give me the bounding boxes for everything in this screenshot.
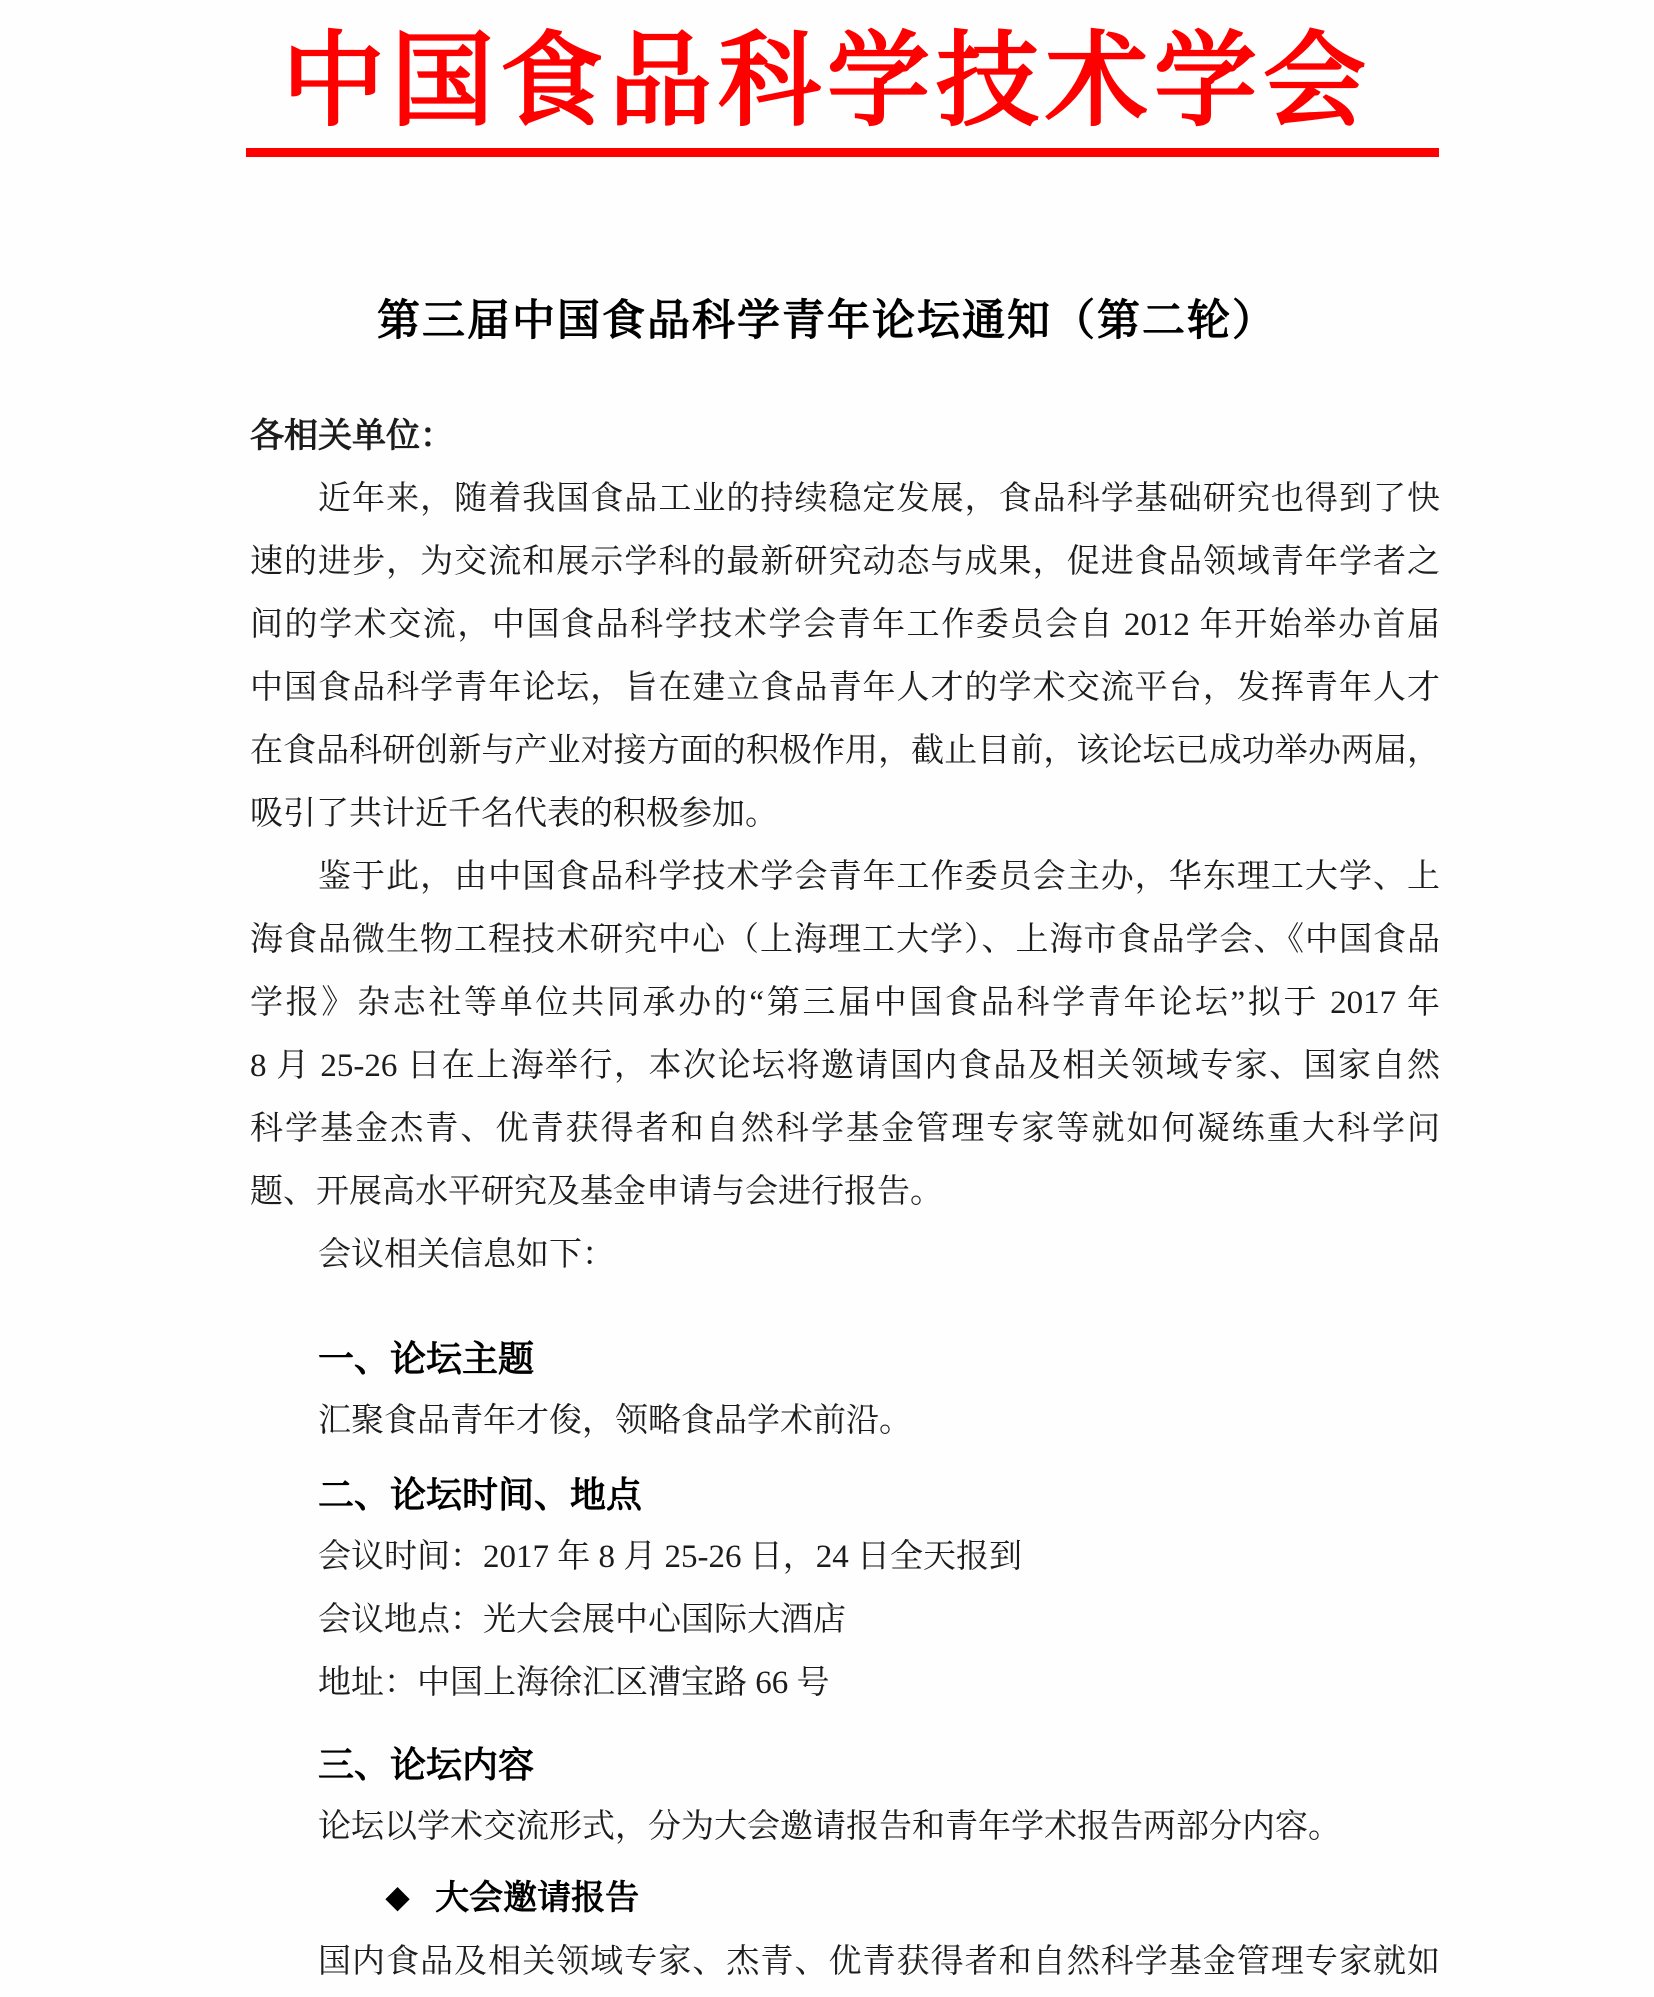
salutation: 各相关单位： xyxy=(250,417,454,455)
section-line: 论坛以学术交流形式，分为大会邀请报告和青年学术报告两部分内容。 xyxy=(318,1809,1341,1845)
section-heading-time-place: 二、论坛时间、地点 xyxy=(318,1474,643,1515)
letterhead-divider xyxy=(246,148,1439,157)
paragraph-line: 在食品科研创新与产业对接方面的积极作用，截止目前，该论坛已成功举办两届， xyxy=(250,733,1440,769)
paragraph-line: 国内食品及相关领域专家、杰青、优青获得者和自然科学基金管理专家就如 xyxy=(318,1944,1440,1980)
meeting-venue-line: 会议地点：光大会展中心国际大酒店 xyxy=(318,1602,846,1638)
paragraph-line: 题、开展高水平研究及基金申请与会进行报告。 xyxy=(250,1174,943,1210)
section-line: 汇聚食品青年才俊，领略食品学术前沿。 xyxy=(318,1403,912,1439)
paragraph-line: 间的学术交流，中国食品科学技术学会青年工作委员会自 2012 年开始举办首届 xyxy=(250,607,1440,643)
paragraph-line: 速的进步，为交流和展示学科的最新研究动态与成果，促进食品领域青年学者之 xyxy=(250,544,1440,580)
paragraph-line: 近年来，随着我国食品工业的持续稳定发展，食品科学基础研究也得到了快 xyxy=(318,481,1440,517)
diamond-bullet-icon: ◆ xyxy=(386,1881,410,1914)
notice-title: 第三届中国食品科学青年论坛通知（第二轮） xyxy=(377,297,1277,345)
paragraph-line: 科学基金杰青、优青获得者和自然科学基金管理专家等就如何凝练重大科学问 xyxy=(250,1111,1440,1147)
document-body xyxy=(0,405,1654,1994)
organization-name: 中国食品科学技术学会 xyxy=(282,25,1372,139)
section-heading-forum-content: 三、论坛内容 xyxy=(318,1744,535,1785)
paragraph-line: 会议相关信息如下： xyxy=(318,1237,615,1273)
paragraph-line: 海食品微生物工程技术研究中心（上海理工大学）、上海市食品学会、《中国食品 xyxy=(250,922,1440,958)
subsection-heading-label: 大会邀请报告 xyxy=(435,1879,640,1917)
section-heading-forum-theme: 一、论坛主题 xyxy=(318,1338,535,1379)
subsection-heading-invited-reports xyxy=(250,1867,1440,1931)
paragraph-line: 吸引了共计近千名代表的积极参加。 xyxy=(250,796,778,832)
meeting-address-line: 地址：中国上海徐汇区漕宝路 66 号 xyxy=(318,1665,830,1701)
paragraph-line: 学报》杂志社等单位共同承办的“第三届中国食品科学青年论坛”拟于 2017 年 xyxy=(250,985,1440,1021)
letterhead xyxy=(0,0,1654,157)
paragraph-line: 8 月 25-26 日在上海举行，本次论坛将邀请国内食品及相关领域专家、国家自然 xyxy=(250,1048,1440,1084)
paragraph-line: 中国食品科学青年论坛，旨在建立食品青年人才的学术交流平台，发挥青年人才 xyxy=(250,670,1440,706)
paragraph-line: 鉴于此，由中国食品科学技术学会青年工作委员会主办，华东理工大学、上 xyxy=(318,859,1440,895)
meeting-time-line: 会议时间：2017 年 8 月 25-26 日，24 日全天报到 xyxy=(318,1539,1022,1575)
